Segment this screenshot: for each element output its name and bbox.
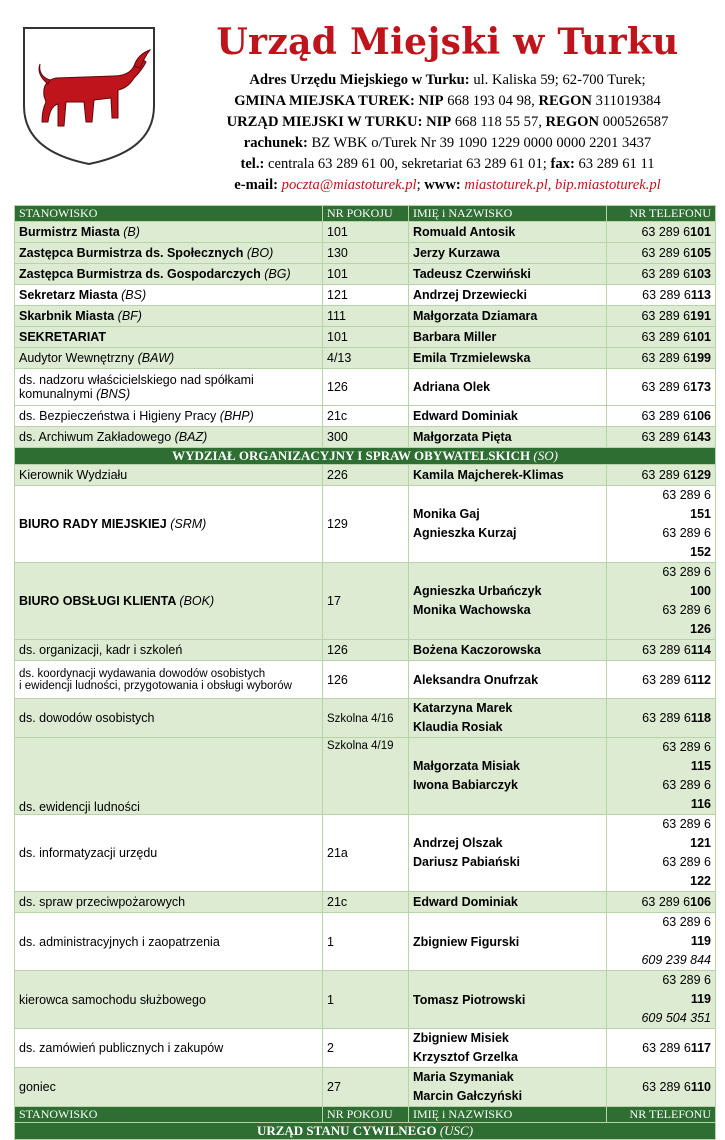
table-row: [15, 1029, 716, 1068]
position-cell: Sekretarz Miasta (BS): [15, 285, 323, 306]
room-cell: Szkolna 4/19: [323, 738, 409, 815]
phone-cell: 63 289 6113: [607, 285, 716, 306]
position-cell: Zastępca Burmistrza ds. Społecznych (BO): [15, 243, 323, 264]
table-row: [15, 1068, 716, 1107]
table-row: [15, 285, 716, 306]
room-cell: 130: [323, 243, 409, 264]
table-row: [15, 661, 716, 699]
table-row: [15, 913, 716, 971]
name-cell: Małgorzata Dziamara: [409, 306, 607, 327]
table-row: [15, 406, 716, 427]
room-cell: 17: [323, 563, 409, 640]
position-cell: Skarbnik Miasta (BF): [15, 306, 323, 327]
position-cell: ds. spraw przeciwpożarowych: [15, 892, 323, 913]
column-header-phone: NR TELEFONU: [607, 1107, 716, 1123]
position-cell: kierowca samochodu służbowego: [15, 971, 323, 1029]
table-row: [15, 465, 716, 486]
position-cell: Audytor Wewnętrzny (BAW): [15, 348, 323, 369]
name-cell: Małgorzata Misiak Iwona Babiarczyk: [409, 738, 607, 815]
section-title: URZĄD STANU CYWILNEGO (USC): [15, 1123, 716, 1140]
room-cell: 126: [323, 640, 409, 661]
table-row: [15, 640, 716, 661]
table-row: [15, 243, 716, 264]
phone-cell: 63 289 6 119 609 504 351: [607, 971, 716, 1029]
room-cell: 21c: [323, 892, 409, 913]
section-header-so: [15, 448, 716, 465]
urzad-line: URZĄD MIEJSKI W TURKU: NIP 668 118 55 57, REGON 000526587: [226, 114, 669, 130]
column-header-phone: NR TELEFONU: [607, 206, 716, 222]
city-crest: [14, 26, 164, 166]
name-cell: Edward Dominiak: [409, 406, 607, 427]
position-cell: ds. informatyzacji urzędu: [15, 815, 323, 892]
room-cell: 111: [323, 306, 409, 327]
name-cell: Adriana Olek: [409, 369, 607, 406]
www-link[interactable]: miastoturek.pl, bip.miastoturek.pl: [460, 177, 661, 193]
column-header-position: STANOWISKO: [15, 206, 323, 222]
column-header-room: NR POKOJU: [323, 1107, 409, 1123]
room-cell: 4/13: [323, 348, 409, 369]
phone-cell: 63 289 6 100 63 289 6 126: [607, 563, 716, 640]
room-cell: 300: [323, 427, 409, 448]
phone-line: tel.: centrala 63 289 61 00, sekretariat 63 289 61 01; fax: 63 289 61 11: [240, 156, 655, 172]
position-cell: ds. koordynacji wydawania dowodów osobistych i ewidencji ludności, przygotowania i obsługi wyborów: [15, 661, 323, 699]
position-cell: Kierownik Wydziału: [15, 465, 323, 486]
phone-cell: 63 289 6106: [607, 892, 716, 913]
name-cell: Bożena Kaczorowska: [409, 640, 607, 661]
name-cell: Tadeusz Czerwiński: [409, 264, 607, 285]
phone-cell: 63 289 6199: [607, 348, 716, 369]
room-cell: Szkolna 4/16: [323, 699, 409, 738]
table-row: [15, 427, 716, 448]
contact-line: e-mail: poczta@miastoturek.pl; www: miastoturek.pl, bip.miastoturek.pl: [234, 177, 661, 193]
room-cell: 21a: [323, 815, 409, 892]
table-row: [15, 563, 716, 640]
section-header-usc: [15, 1123, 716, 1140]
room-cell: 101: [323, 222, 409, 243]
phone-cell: 63 289 6103: [607, 264, 716, 285]
column-header-name: IMIĘ i NAZWISKO: [409, 1107, 607, 1123]
room-cell: 121: [323, 285, 409, 306]
staff-directory-table: [14, 205, 716, 1140]
room-cell: 101: [323, 327, 409, 348]
phone-cell: 63 289 6118: [607, 699, 716, 738]
gmina-line: GMINA MIEJSKA TUREK: NIP 668 193 04 98, REGON 311019384: [234, 93, 661, 109]
address-line: Adres Urzędu Miejskiego w Turku: ul. Kaliska 59; 62-700 Turek;: [249, 72, 646, 88]
phone-cell: 63 289 6 115 63 289 6 116: [607, 738, 716, 815]
table-row: [15, 222, 716, 243]
phone-cell: 63 289 6105: [607, 243, 716, 264]
table-row: [15, 264, 716, 285]
phone-cell: 63 289 6101: [607, 327, 716, 348]
name-cell: Agnieszka Urbańczyk Monika Wachowska: [409, 563, 607, 640]
name-cell: Kamila Majcherek-Klimas: [409, 465, 607, 486]
column-header-name: IMIĘ i NAZWISKO: [409, 206, 607, 222]
room-cell: 126: [323, 369, 409, 406]
name-cell: Jerzy Kurzawa: [409, 243, 607, 264]
table-row: [15, 369, 716, 406]
position-cell: SEKRETARIAT: [15, 327, 323, 348]
phone-cell: 63 289 6117: [607, 1029, 716, 1068]
section-title: WYDZIAŁ ORGANIZACYJNY I SPRAW OBYWATELSKICH (SO): [15, 448, 716, 465]
name-cell: Andrzej Olszak Dariusz Pabiański: [409, 815, 607, 892]
room-cell: 101: [323, 264, 409, 285]
table-row: [15, 327, 716, 348]
name-cell: Małgorzata Pięta: [409, 427, 607, 448]
phone-cell: 63 289 6191: [607, 306, 716, 327]
room-cell: 27: [323, 1068, 409, 1107]
table-footer-header: [15, 1107, 716, 1123]
position-cell: goniec: [15, 1068, 323, 1107]
room-cell: 21c: [323, 406, 409, 427]
phone-cell: 63 289 6110: [607, 1068, 716, 1107]
table-row: [15, 699, 716, 738]
position-cell: ds. ewidencji ludności: [15, 738, 323, 815]
phone-cell: 63 289 6173: [607, 369, 716, 406]
phone-cell: 63 289 6114: [607, 640, 716, 661]
position-cell: BIURO RADY MIEJSKIEJ (SRM): [15, 486, 323, 563]
name-cell: Edward Dominiak: [409, 892, 607, 913]
name-cell: Katarzyna Marek Klaudia Rosiak: [409, 699, 607, 738]
room-cell: 129: [323, 486, 409, 563]
name-cell: Tomasz Piotrowski: [409, 971, 607, 1029]
room-cell: 2: [323, 1029, 409, 1068]
phone-cell: 63 289 6 119 609 239 844: [607, 913, 716, 971]
phone-cell: 63 289 6106: [607, 406, 716, 427]
name-cell: Romuald Antosik: [409, 222, 607, 243]
phone-cell: 63 289 6112: [607, 661, 716, 699]
name-cell: Zbigniew Misiek Krzysztof Grzelka: [409, 1029, 607, 1068]
room-cell: 226: [323, 465, 409, 486]
phone-cell: 63 289 6143: [607, 427, 716, 448]
position-cell: ds. dowodów osobistych: [15, 699, 323, 738]
table-row: [15, 348, 716, 369]
position-cell: ds. Bezpieczeństwa i Higieny Pracy (BHP): [15, 406, 323, 427]
column-header-position: STANOWISKO: [15, 1107, 323, 1123]
table-row: [15, 971, 716, 1029]
column-header-room: NR POKOJU: [323, 206, 409, 222]
page-title: Urząd Miejski w Turku: [216, 21, 679, 63]
position-cell: Zastępca Burmistrza ds. Gospodarczych (BG): [15, 264, 323, 285]
room-cell: 126: [323, 661, 409, 699]
phone-cell: 63 289 6129: [607, 465, 716, 486]
email-link[interactable]: poczta@miastoturek.pl: [278, 177, 417, 193]
position-cell: ds. nadzoru właścicielskiego nad spółkami komunalnymi (BNS): [15, 369, 323, 406]
room-cell: 1: [323, 971, 409, 1029]
phone-cell: 63 289 6101: [607, 222, 716, 243]
name-cell: Andrzej Drzewiecki: [409, 285, 607, 306]
table-row: [15, 738, 716, 815]
position-cell: ds. zamówień publicznych i zakupów: [15, 1029, 323, 1068]
position-cell: ds. administracyjnych i zaopatrzenia: [15, 913, 323, 971]
position-cell: Burmistrz Miasta (B): [15, 222, 323, 243]
position-cell: BIURO OBSŁUGI KLIENTA (BOK): [15, 563, 323, 640]
name-cell: Maria Szymaniak Marcin Gałczyński: [409, 1068, 607, 1107]
name-cell: Aleksandra Onufrzak: [409, 661, 607, 699]
name-cell: Zbigniew Figurski: [409, 913, 607, 971]
phone-cell: 63 289 6 151 63 289 6 152: [607, 486, 716, 563]
table-header: [15, 206, 716, 222]
name-cell: Emila Trzmielewska: [409, 348, 607, 369]
position-cell: ds. Archiwum Zakładowego (BAZ): [15, 427, 323, 448]
phone-cell: 63 289 6 121 63 289 6 122: [607, 815, 716, 892]
account-line: rachunek: BZ WBK o/Turek Nr 39 1090 1229 0000 0000 2201 3437: [243, 135, 652, 151]
letterhead: [170, 20, 725, 196]
table-row: [15, 486, 716, 563]
table-row: [15, 892, 716, 913]
name-cell: Barbara Miller: [409, 327, 607, 348]
position-cell: ds. organizacji, kadr i szkoleń: [15, 640, 323, 661]
table-row: [15, 815, 716, 892]
table-row: [15, 306, 716, 327]
name-cell: Monika Gaj Agnieszka Kurzaj: [409, 486, 607, 563]
room-cell: 1: [323, 913, 409, 971]
